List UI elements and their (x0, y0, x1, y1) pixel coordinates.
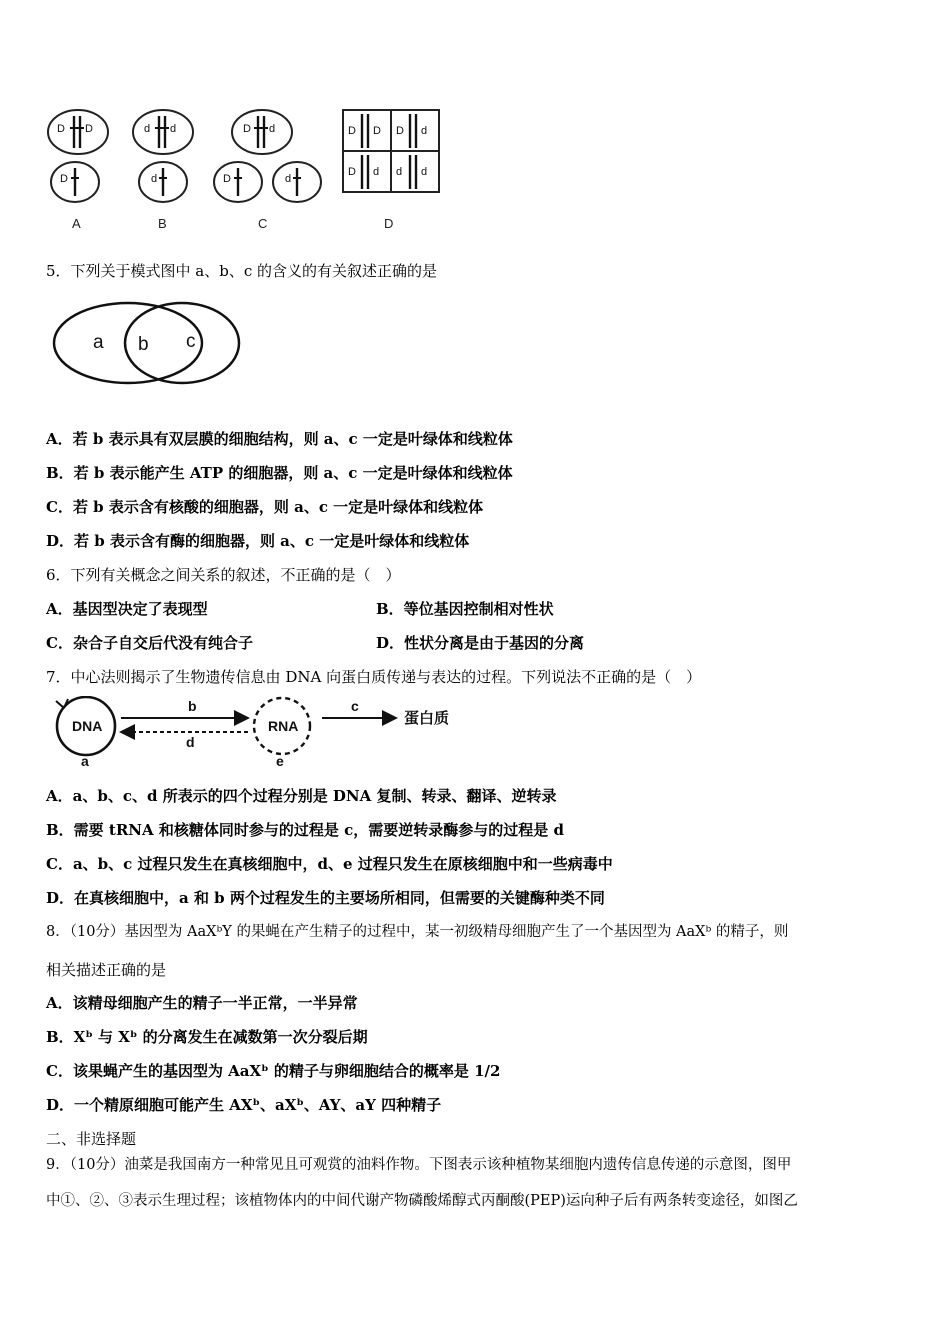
venn-diagram (50, 300, 245, 388)
q8-stem-line2: 相关描述正确的是 (46, 961, 167, 979)
q6-option-a[interactable]: A．基因型决定了表现型 (46, 600, 208, 618)
allele-label: D (373, 125, 381, 137)
allele-label: d (285, 173, 292, 185)
q5-option-c[interactable]: C．若 b 表示含有核酸的细胞器，则 a、c 一定是叶绿体和线粒体 (46, 498, 484, 516)
allele-label: D (60, 173, 68, 185)
allele-label: d (396, 166, 403, 178)
q8-option-c[interactable]: C．该果蝇产生的基因型为 AaXᵇ 的精子与卵细胞结合的概率是 1/2 (46, 1062, 501, 1080)
dna-node: DNA (72, 718, 103, 734)
allele-label: D (85, 123, 93, 135)
q7-option-d[interactable]: D．在真核细胞中，a 和 b 两个过程发生的主要场所相同，但需要的关键酶种类不同 (46, 889, 605, 907)
allele-label: D (396, 125, 404, 137)
q7-option-c[interactable]: C．a、b、c 过程只发生在真核细胞中，d、e 过程只发生在原核细胞中和一些病毒中 (46, 855, 613, 873)
central-dogma-diagram (46, 696, 476, 770)
cycle-label-a: a (81, 753, 89, 769)
figure-label-c: C (258, 216, 268, 231)
allele-label: d (421, 125, 428, 137)
q9-stem-line2: 中①、②、③表示生理过程；该植物体内的中间代谢产物磷酸烯醇式丙酮酸(PEP)运向种子后有两条转变途径，如图乙 (46, 1193, 798, 1209)
q6-option-c[interactable]: C．杂合子自交后代没有纯合子 (46, 634, 253, 652)
q5-option-a[interactable]: A．若 b 表示具有双层膜的细胞结构，则 a、c 一定是叶绿体和线粒体 (46, 430, 513, 448)
q8-option-b[interactable]: B．Xᵇ 与 Xᵇ 的分离发生在减数第一次分裂后期 (46, 1028, 368, 1046)
q9-stem-line1: 9．（10分）油菜是我国南方一种常见且可观赏的油料作物。下图表示该种植物某细胞内遗传信息传递的示意图，图甲 (46, 1157, 792, 1173)
allele-label: D (57, 123, 65, 135)
figure-label-b: B (158, 216, 167, 231)
q6-option-b[interactable]: B．等位基因控制相对性状 (376, 600, 554, 618)
allele-label: D (348, 166, 356, 178)
q8-option-d[interactable]: D．一个精原细胞可能产生 AXᵇ、aXᵇ、AY、aY 四种精子 (46, 1096, 442, 1114)
allele-label: d (269, 123, 276, 135)
allele-label: d (421, 166, 428, 178)
q7-stem: 7．中心法则揭示了生物遗传信息由 DNA 向蛋白质传递与表达的过程。下列说法不正确的是（ ） (46, 668, 702, 686)
q7-option-a[interactable]: A．a、b、c、d 所表示的四个过程分别是 DNA 复制、转录、翻译、逆转录 (46, 787, 557, 805)
q8-stem-line1: 8．（10分）基因型为 AaXᵇY 的果蝇在产生精子的过程中，某一初级精母细胞产生了一个基因型为 AaXᵇ 的精子，则 (46, 924, 789, 940)
allele-label: D (243, 123, 251, 135)
q6-option-d[interactable]: D．性状分离是由于基因的分离 (376, 634, 585, 652)
figure-label-d: D (384, 216, 394, 231)
allele-label: d (170, 123, 177, 135)
q5-option-b[interactable]: B．若 b 表示能产生 ATP 的细胞器，则 a、c 一定是叶绿体和线粒体 (46, 464, 513, 482)
allele-label: d (373, 166, 380, 178)
allele-label: D (223, 173, 231, 185)
arrow-label-c: c (351, 698, 359, 714)
allele-label: d (151, 173, 158, 185)
arrow-label-b: b (188, 698, 197, 714)
cycle-label-e: e (276, 753, 284, 769)
q5-option-d[interactable]: D．若 b 表示含有酶的细胞器，则 a、c 一定是叶绿体和线粒体 (46, 532, 470, 550)
allele-label: d (144, 123, 151, 135)
section-heading: 二、非选择题 (46, 1130, 137, 1148)
q8-option-a[interactable]: A．该精母细胞产生的精子一半正常，一半异常 (46, 994, 358, 1012)
chromosome-figure (40, 100, 450, 240)
venn-label-b: b (138, 334, 149, 355)
q6-stem: 6．下列有关概念之间关系的叙述，不正确的是（ ） (46, 566, 401, 584)
figure-label-a: A (72, 216, 81, 231)
allele-label: D (348, 125, 356, 137)
rna-node: RNA (268, 718, 299, 734)
venn-label-c: c (186, 331, 196, 352)
q5-stem: 5．下列关于模式图中 a、b、c 的含义的有关叙述正确的是 (46, 262, 438, 280)
arrow-label-d: d (186, 734, 195, 750)
protein-node: 蛋白质 (404, 709, 450, 727)
venn-label-a: a (93, 332, 104, 353)
q7-option-b[interactable]: B．需要 tRNA 和核糖体同时参与的过程是 c，需要逆转录酶参与的过程是 d (46, 821, 564, 839)
